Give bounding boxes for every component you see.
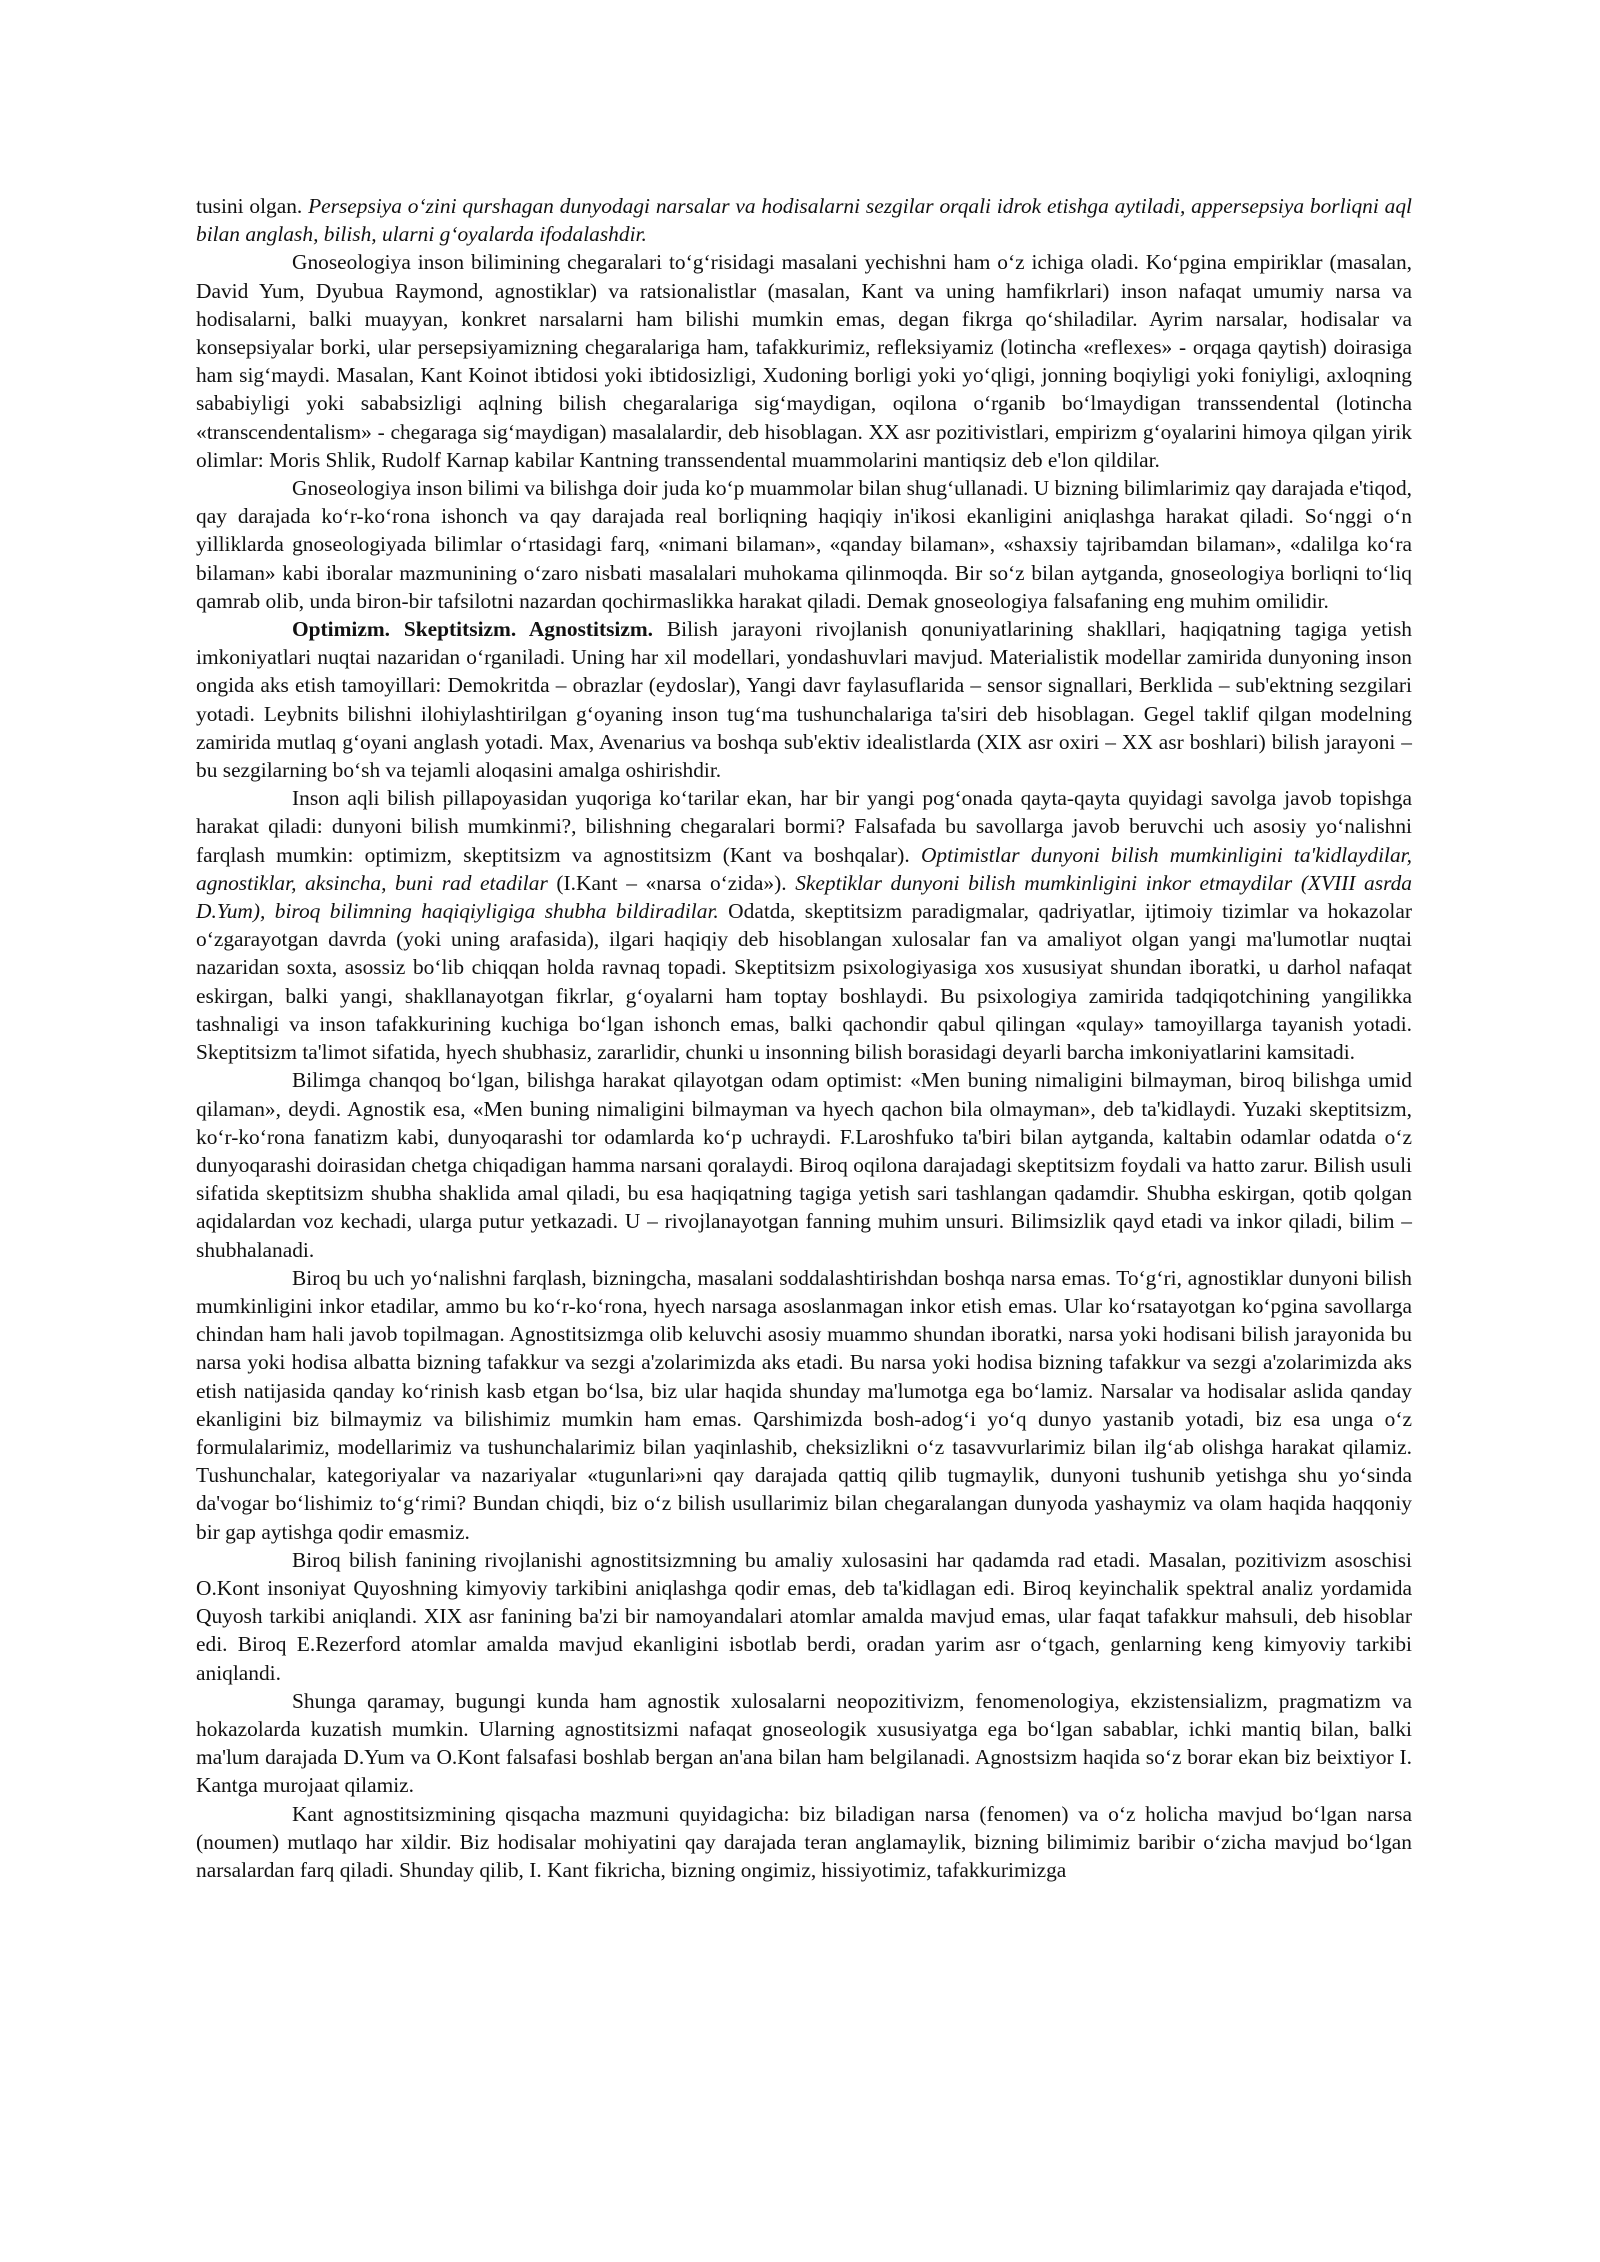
text-run: Biroq bilish fanining rivojlanishi agnostitsizmning bu amaliy xulosasini har qadamda rad etadi. Masalan, pozitivizm asoschisi O.Kont insoniyat Quyoshning kimyoviy tarkibini aniqlashga qodir emas, deb ta'kidlagan edi. Biroq keyinchalik spektral analiz yordamida Quyosh tarkibi aniqlandi. XIX asr fanining ba'zi bir namoyandalari atomlar amalda mavjud emas, ular faqat tafakkur mahsuli, deb hisoblar edi. Biroq E.Rezerford atomlar amalda mavjud ekanligini isbotlab berdi, oradan yarim asr o‘tgach, genlarning keng kimyoviy tarkibi aniqlandi. [196, 1547, 1412, 1685]
paragraph [196, 1066, 1412, 1263]
text-run: Kant agnostitsizmining qisqacha mazmuni quyidagicha: biz biladigan narsa (fenomen) va o‘z holicha mavjud bo‘lgan narsa (noumen) mutlaqo har xildir. Biz hodisalar mohiyatini qay darajada teran anglamaylik, bizning bilimimiz baribir o‘zicha mavjud bo‘lgan narsalardan farq qiladi. Shunday qilib, I. Kant fikricha, bizning ongimiz, hissiyotimiz, tafakkurimizga [196, 1801, 1412, 1882]
paragraph [196, 192, 1412, 248]
italic-text-run: Skeptiklar dunyoni bilish mumkinligini inkor etmaydilar (XVIII asrda D.Yum), biroq bilimning haqiqiyligiga shubha bildiradilar. [196, 870, 1413, 924]
paragraph [196, 784, 1412, 1066]
text-run: Gnoseologiya inson bilimining chegaralari to‘g‘risidagi masalani yechishni ham o‘z ichiga oladi. Ko‘pgina empiriklar (masalan, David Yum, Dyubua Raymond, agnostiklar) va ratsionalistlar (masalan, Kant va uning hamfikrlari) inson nafaqat umumiy narsa va hodisalarni, balki muayyan, konkret narsalarni ham bilishi mumkin emas, degan fikrga qo‘shiladilar. Ayrim narsalar, hodisalar va konsepsiyalar borki, ular persepsiyamizning chegaralariga ham, tafakkurimiz, refleksiyamiz (lotincha «reflexes» - orqaga qaytish) doirasiga ham sig‘maydi. Masalan, Kant Koinot ibtidosi yoki ibtidosizligi, Xudoning borligi yoki yo‘qligi, jonning boqiyligi yoki foniyligi, axloqning sababiyligi yoki sababsizligi aqlning bilish chegaralariga sig‘maydigan, oqilona o‘rganib bo‘lmaydigan transsendental (lotincha «transcendentalism» - chegaraga sig‘maydigan) masalalardir, deb hisoblagan. XX asr pozitivistlari, empirizm g‘oyalarini himoya qilgan yirik olimlar: Moris Shlik, Rudolf Karnap kabilar Kantning transsendental muammolarini mantiqsiz deb e'lon qildilar. [196, 250, 1412, 472]
paragraph [196, 474, 1412, 615]
paragraph [196, 1687, 1412, 1800]
section-heading: Optimizm. Skeptitsizm. Agnostitsizm. [292, 617, 654, 642]
text-run: tusini olgan. [196, 194, 309, 218]
text-run: Odatda, skeptitsizm paradigmalar, qadriyatlar, ijtimoiy tizimlar va hokazolar o‘zgarayotgan davrda (yoki uning arafasida), ilgari haqiqiy deb hisoblangan xulosalar fan va amaliyot olgan yangi ma'lumotlar nuqtai nazaridan soxta, asossiz bo‘lib chiqqan holda ravnaq topadi. Skeptitsizm psixologiyasiga xos xususiyat shundan iboratki, u darhol nafaqat eskirgan, balki yangi, shakllanayotgan fikrlar, g‘oyalarni ham toptay boshlaydi. Bu psixologiya zamirida tadqiqotchining yangilikka tashnaligi va inson tafakkurining kuchiga bo‘lgan ishonch emas, balki qachondir qabul qilingan «qulay» tamoyillarga tayanish yotadi. Skeptitsizm ta'limot sifatida, hyech shubhasiz, zararlidir, chunki u insonning bilish borasidagi deyarli barcha imkoniyatlarini kamsitadi. [196, 899, 1412, 1065]
text-run: Bilish jarayoni rivojlanish qonuniyatlarining shakllari, haqiqatning tagiga yetish imkoniyatlari nuqtai nazaridan o‘rganiladi. Uning har xil modellari, yondashuvlari mavjud. Materialistik modellar zamirida dunyoning inson ongida aks etish tamoyillari: Demokritda – obrazlar (eydoslar), Yangi davr faylasuflarida – sensor signallari, Berklida – sub'ektning sezgilari yotadi. Leybnits bilishni ilohiylashtirilgan g‘oyaning inson tug‘ma tushunchalariga ta'siri deb hisoblagan. Gegel taklif qilgan modelning zamirida mutlaq g‘oyani anglash yotadi. Max, Avenarius va boshqa sub'ektiv idealistlarda (XIX asr oxiri – XX asr boshlari) bilish jarayoni – bu sezgilarning bo‘sh va tejamli aloqasini amalga oshirishdir. [196, 617, 1412, 783]
paragraph [196, 1546, 1412, 1687]
document-page [196, 192, 1412, 1884]
italic-text-run: Persepsiya o‘zini qurshagan dunyodagi narsalar va hodisalarni sezgilar orqali idrok etishga aytiladi, appersepsiya borliqni aql bilan anglash, bilish, ularni g‘oyalarda ifodalashdir. [196, 194, 1412, 247]
text-run: Biroq bu uch yo‘nalishni farqlash, bizningcha, masalani soddalashtirishdan boshqa narsa emas. To‘g‘ri, agnostiklar dunyoni bilish mumkinligini inkor etadilar, ammo bu ko‘r-ko‘rona, hyech narsaga asoslanmagan inkor etish emas. Ular ko‘rsatayotgan ko‘pgina savollarga chindan ham hali javob topilmagan. Agnostitsizmga olib keluvchi asosiy muammo shundan iboratki, narsa yoki hodisani bilish jarayonida bu narsa yoki hodisa albatta bizning tafakkur va sezgi a'zolarimizda aks etadi. Bu narsa yoki hodisa bizning tafakkur va sezgi a'zolarimizda aks etish natijasida qanday ko‘rinish kasb etgan bo‘lsa, biz ular haqida shunday ma'lumotga ega bo‘lamiz. Narsalar va hodisalar aslida qanday ekanligini biz bilmaymiz va bilishimiz mumkin ham emas. Qarshimizda bosh-adog‘i yo‘q dunyo yastanib yotadi, biz esa unga o‘z formulalarimiz, modellarimiz va tushunchalarimiz bilan yaqinlashib, cheksizlikni o‘z tasavvurlarimiz bilan ilg‘ab olishga harakat qilamiz. Tushunchalar, kategoriyalar va nazariyalar «tugunlari»ni qay darajada qattiq qilib tugmaylik, dunyoni tushunib yetishga shu yo‘sinda da'vogar bo‘lishimiz to‘g‘rimi? Bundan chiqdi, biz o‘z bilish usullarimiz bilan chegaralangan dunyoda yashaymiz va olam haqida haqqoniy bir gap aytishga qodir emasmiz. [196, 1265, 1412, 1544]
text-run: Bilimga chanqoq bo‘lgan, bilishga harakat qilayotgan odam optimist: «Men buning nimaligini bilmayman, biroq bilishga umid qilaman», deydi. Agnostik esa, «Men buning nimaligini bilmayman va hyech qachon bila olmayman», deb ta'kidlaydi. Yuzaki skeptitsizm, ko‘r-ko‘rona fanatizm kabi, dunyoqarashi tor odamlarda ko‘p uchraydi. F.Laroshfuko ta'biri bilan aytganda, kaltabin odamlar odatda o‘z dunyoqarashi doirasidan chetga chiqadigan hamma narsani qoralaydi. Biroq oqilona darajadagi skeptitsizm foydali va hatto zarur. Bilish usuli sifatida skeptitsizm shubha shaklida amal qiladi, bu esa haqiqatning tagiga yetish sari tashlangan qadamdir. Shubha eskirgan, qotib qolgan aqidalardan voz kechadi, ularga putur yetkazadi. U – rivojlanayotgan fanning muhim unsuri. Bilimsizlik qayd etadi va inkor qiladi, bilim – shubhalanadi. [196, 1068, 1412, 1262]
text-run: Gnoseologiya inson bilimi va bilishga doir juda ko‘p muammolar bilan shug‘ullanadi. U bizning bilimlarimiz qay darajada e'tiqod, qay darajada ko‘r-ko‘rona ishonch va qay darajada real borliqning haqiqiy in'ikosi ekanligini aniqlashga harakat qiladi. So‘nggi o‘n yilliklarda gnoseologiyada bilimlar o‘rtasidagi farq, «nimani bilaman», «qanday bilaman», «shaxsiy tajribamdan bilaman», «dalilga ko‘ra bilaman» kabi iboralar mazmunining o‘zaro nisbati masalalari muhokama qilinmoqda. Bir so‘z bilan aytganda, gnoseologiya borliqni to‘liq qamrab olib, unda biron-bir tafsilotni nazardan qochirmaslikka harakat qiladi. Demak gnoseologiya falsafaning eng muhim omilidir. [196, 476, 1412, 613]
italic-text-run: Optimistlar dunyoni bilish mumkinligini ta'kidlaydilar, agnostiklar, aksincha, buni rad etadilar [196, 842, 1412, 895]
text-run: Inson aqli bilish pillapoyasidan yuqoriga ko‘tarilar ekan, har bir yangi pog‘onada qayta-qayta quyidagi savolga javob topishga harakat qiladi: dunyoni bilish mumkinmi?, bilishning chegaralari bormi? Falsafada bu savollarga javob beruvchi uch asosiy yo‘nalishni farqlash mumkin: optimizm, skeptitsizm va agnostitsizm (Kant va boshqalar). [196, 786, 1412, 867]
paragraph [196, 615, 1412, 784]
text-run: Shunga qaramay, bugungi kunda ham agnostik xulosalarni neopozitivizm, fenomenologiya, ekzistensializm, pragmatizm va hokazolarda kuzatish mumkin. Ularning agnostitsizmi nafaqat gnoseologik xususiyatga ega bo‘lgan sabablar, ichki mantiq bilan, balki ma'lum darajada D.Yum va O.Kont falsafasi boshlab bergan an'ana bilan ham belgilanadi. Agnostsizm haqida so‘z borar ekan biz beixtiyor I. Kantga murojaat qilamiz. [196, 1688, 1412, 1798]
text-run: (I.Kant – «narsa o‘zida»). [547, 870, 796, 895]
paragraph [196, 1264, 1412, 1546]
paragraph [196, 248, 1412, 474]
paragraph [196, 1800, 1412, 1885]
